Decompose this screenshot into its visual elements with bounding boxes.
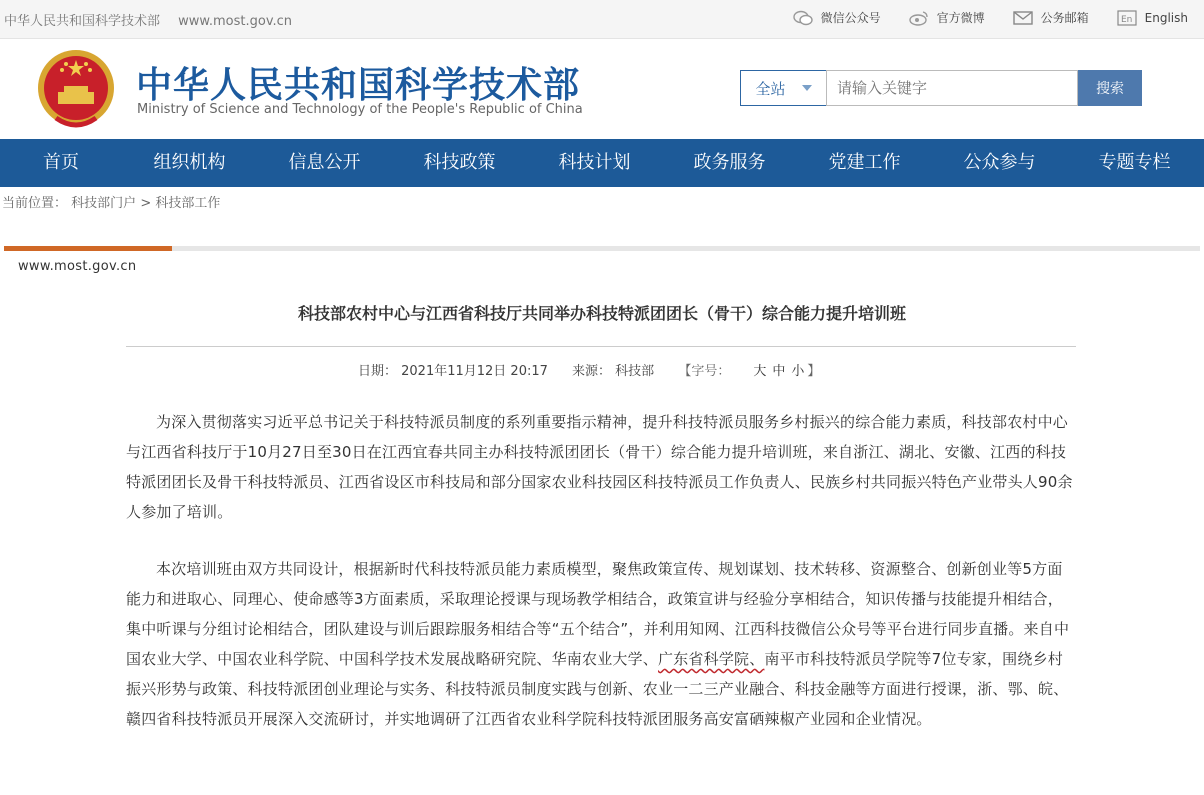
topbar-site-url: www.most.gov.cn (178, 14, 293, 29)
nav-item-organization[interactable]: 组织机构 (153, 152, 226, 173)
wechat-link[interactable] (793, 9, 881, 26)
title-divider (126, 346, 1076, 347)
search-bar (740, 70, 1142, 106)
breadcrumb-work[interactable]: 科技部工作 (155, 196, 221, 211)
weibo-label: 官方微博 (936, 11, 985, 25)
svg-text:En: En (1120, 14, 1133, 25)
divider-accent (4, 246, 172, 251)
site-title-en: Ministry of Science and Technology of the People's Republic of China (137, 102, 583, 117)
nav-item-info-disclosure[interactable]: 信息公开 (288, 152, 361, 173)
search-scope-value: 全站 (755, 79, 786, 98)
article-source: 来源： 科技部 (572, 364, 655, 379)
mail-link[interactable] (1013, 9, 1089, 26)
chevron-down-icon (802, 85, 812, 91)
main-nav (0, 139, 1204, 187)
search-scope-select[interactable] (740, 70, 826, 106)
font-size-medium[interactable]: 中 (772, 364, 786, 379)
nav-item-party[interactable]: 党建工作 (828, 152, 901, 173)
nav-item-services[interactable]: 政务服务 (693, 152, 766, 173)
search-button[interactable]: 搜索 (1078, 70, 1142, 106)
english-label: English (1144, 10, 1188, 25)
breadcrumb (0, 187, 1204, 221)
top-bar (0, 0, 1204, 39)
article-meta (358, 360, 860, 379)
font-size-end: 】 (807, 364, 821, 379)
weibo-icon (909, 10, 929, 26)
national-emblem-icon[interactable] (36, 48, 116, 132)
nav-item-public[interactable]: 公众参与 (963, 152, 1036, 173)
nav-item-policy[interactable]: 科技政策 (423, 152, 496, 173)
font-size-label: 【字号： (678, 364, 731, 379)
article-date: 日期： 2021年11月12日 20:17 (358, 364, 548, 379)
article-paragraph-2 (126, 554, 1076, 734)
paragraph-2-part-1: 本次培训班由双方共同设计，根据新时代科技特派员能力素质模型，聚焦政策宣传、规划谋划、技术转移、资源整合、创新创业等5方面能力和进取心、同理心、使命感等3方面素质，采取理论授课与现场教学相结合，政策宣讲与经验分享相结合，知识传播与技能提升相结合，集中听课与分组讨论相结合，团队建设与训后跟踪服务相结合等“五个结合”，并利用知网、江西科技微信公众号等平台进行同步直播。来自中国农业大学、中国农业科学院、中国科学技术发展战略研究院、华南农业大学、 (126, 560, 1070, 668)
nav-item-programs[interactable]: 科技计划 (558, 152, 631, 173)
article-paragraph-1: 为深入贯彻落实习近平总书记关于科技特派员制度的系列重要指示精神，提升科技特派员服务乡村振兴的综合能力素质，科技部农村中心与江西省科技厅于10月27日至30日在江西宜春共同主办科技特派团团长（骨干）综合能力提升培训班，来自浙江、湖北、安徽、江西的科技特派团团长及骨干科技特派员、江西省设区市科技局和部分国家农业科技园区科技特派员工作负责人、民族乡村共同振兴特色产业带头人90余人参加了培训。 (126, 413, 1073, 521)
watermark-url: www.most.gov.cn (18, 259, 137, 274)
topbar-site-info (4, 10, 306, 29)
breadcrumb-prefix: 当前位置： (2, 196, 68, 211)
divider-bar (4, 246, 1200, 251)
breadcrumb-portal[interactable]: 科技部门户 (71, 196, 137, 211)
search-input[interactable] (826, 70, 1078, 106)
font-size-small[interactable]: 小 (791, 364, 805, 379)
paragraph-2-part-2: 南平市科技特派员学院等7位专家，围绕乡村振兴形势与政策、科技特派团创业理论与实务、科技特派员制度实践与创新、农业一二三产业融合、科技金融等方面进行授课，浙、鄂、皖、赣四省科技特派员开展深入交流研讨，并实地调研了江西省农业科学院科技特派团服务高安富硒辣椒产业园和企业情况。 (126, 650, 1069, 728)
wechat-label: 微信公众号 (820, 11, 881, 25)
topbar-site-name: 中华人民共和国科学技术部 (4, 14, 161, 29)
wechat-icon (793, 10, 813, 26)
breadcrumb-separator: > (140, 196, 152, 211)
topbar-links (765, 9, 1188, 26)
nav-item-topics[interactable]: 专题专栏 (1098, 152, 1171, 173)
article-title: 科技部农村中心与江西省科技厅共同举办科技特派团团长（骨干）综合能力提升培训班 (297, 304, 906, 323)
weibo-link[interactable] (909, 9, 985, 26)
english-icon (1117, 10, 1137, 26)
site-header (0, 39, 1204, 139)
nav-item-home[interactable]: 首页 (43, 152, 79, 173)
font-size-control (678, 364, 840, 379)
mail-icon (1013, 10, 1033, 26)
highlighted-text: 广东省科学院、 (658, 650, 765, 668)
site-title-cn: 中华人民共和国科学技术部 (136, 65, 581, 106)
english-link[interactable] (1117, 9, 1188, 26)
font-size-large[interactable]: 大 (753, 364, 767, 379)
mail-label: 公务邮箱 (1040, 11, 1089, 25)
